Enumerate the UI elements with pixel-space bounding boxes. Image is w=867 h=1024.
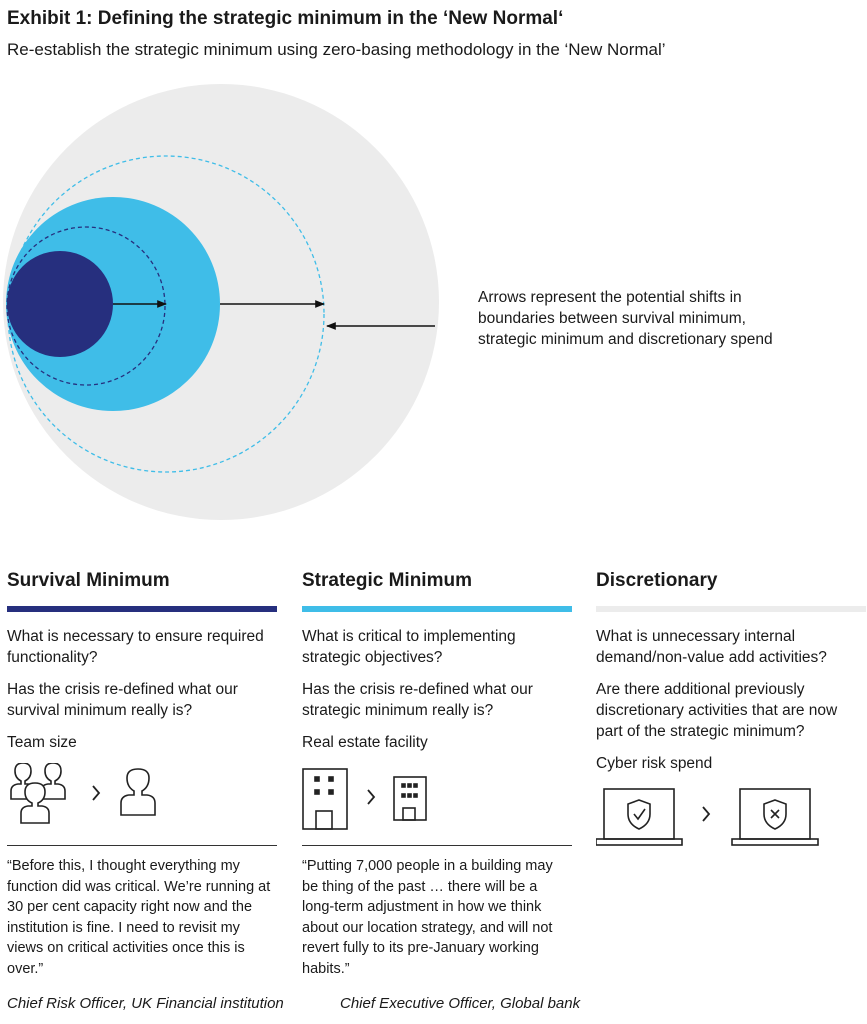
- survival-minimum-column: [7, 570, 277, 979]
- large-building-icon: [303, 769, 347, 829]
- survival-quote-source: Chief Risk Officer, UK Financial institution: [7, 995, 284, 1012]
- chevron-right-icon: [703, 807, 709, 821]
- chevron-right-icon: [93, 786, 99, 800]
- arrows-explanation: Arrows represent the potential shifts in boundaries between survival minimum, strategic minimum and discretionary spend: [478, 289, 773, 348]
- real-estate-icons: [302, 763, 572, 841]
- laptop-shield-cross-icon: [732, 789, 818, 845]
- small-building-icon: [394, 777, 426, 820]
- laptop-shield-check-icon: [596, 789, 682, 845]
- group-of-people-icon: [11, 763, 65, 823]
- exhibit-title: Exhibit 1: Defining the strategic minimum in the ‘New Normal‘: [7, 8, 564, 29]
- survival-example-label: Team size: [7, 734, 77, 751]
- survival-divider: [7, 845, 277, 846]
- cyber-risk-icons: [596, 784, 866, 862]
- survival-question-1: What is necessary to ensure required functionality?: [7, 628, 264, 666]
- discretionary-question-1: What is unnecessary internal demand/non-value add activities?: [596, 628, 827, 666]
- exhibit-subtitle: Re-establish the strategic minimum using zero-basing methodology in the ‘New Normal’: [7, 40, 666, 59]
- discretionary-example-label: Cyber risk spend: [596, 755, 713, 772]
- survival-question-2: Has the crisis re-defined what our survival minimum really is?: [7, 681, 238, 719]
- strategic-quote-source: Chief Executive Officer, Global bank: [340, 995, 581, 1012]
- single-person-icon: [121, 769, 155, 815]
- discretionary-heading: Discretionary: [596, 570, 718, 591]
- chevron-right-icon: [368, 790, 374, 804]
- survival-minimum-heading: Survival Minimum: [7, 570, 170, 591]
- strategic-example-label: Real estate facility: [302, 734, 428, 751]
- strategic-question-2: Has the crisis re-defined what our strategic minimum really is?: [302, 681, 533, 719]
- survival-color-bar: [7, 606, 277, 612]
- team-size-icons: [7, 763, 277, 841]
- discretionary-color-bar: [596, 606, 866, 612]
- strategic-divider: [302, 845, 572, 846]
- strategic-minimum-heading: Strategic Minimum: [302, 570, 472, 591]
- strategic-minimum-column: [302, 570, 572, 979]
- survival-quote: “Before this, I thought everything my function did was critical. We’re running at 30 per cent capacity right now and the institution is fine. I need to revisit my views on critical activities once this is over.”: [7, 858, 271, 977]
- strategic-quote: “Putting 7,000 people in a building may be thing of the past … there will be a long-term adjustment in how we think about our location strategy, and will not revert fully to its pre-January working habits.”: [302, 858, 553, 977]
- strategic-question-1: What is critical to implementing strategic objectives?: [302, 628, 516, 666]
- discretionary-question-2: Are there additional previously discretionary activities that are now part of the strategic minimum?: [596, 681, 838, 740]
- strategic-color-bar: [302, 606, 572, 612]
- discretionary-column: [596, 570, 866, 862]
- survival-minimum-circle: [7, 251, 113, 357]
